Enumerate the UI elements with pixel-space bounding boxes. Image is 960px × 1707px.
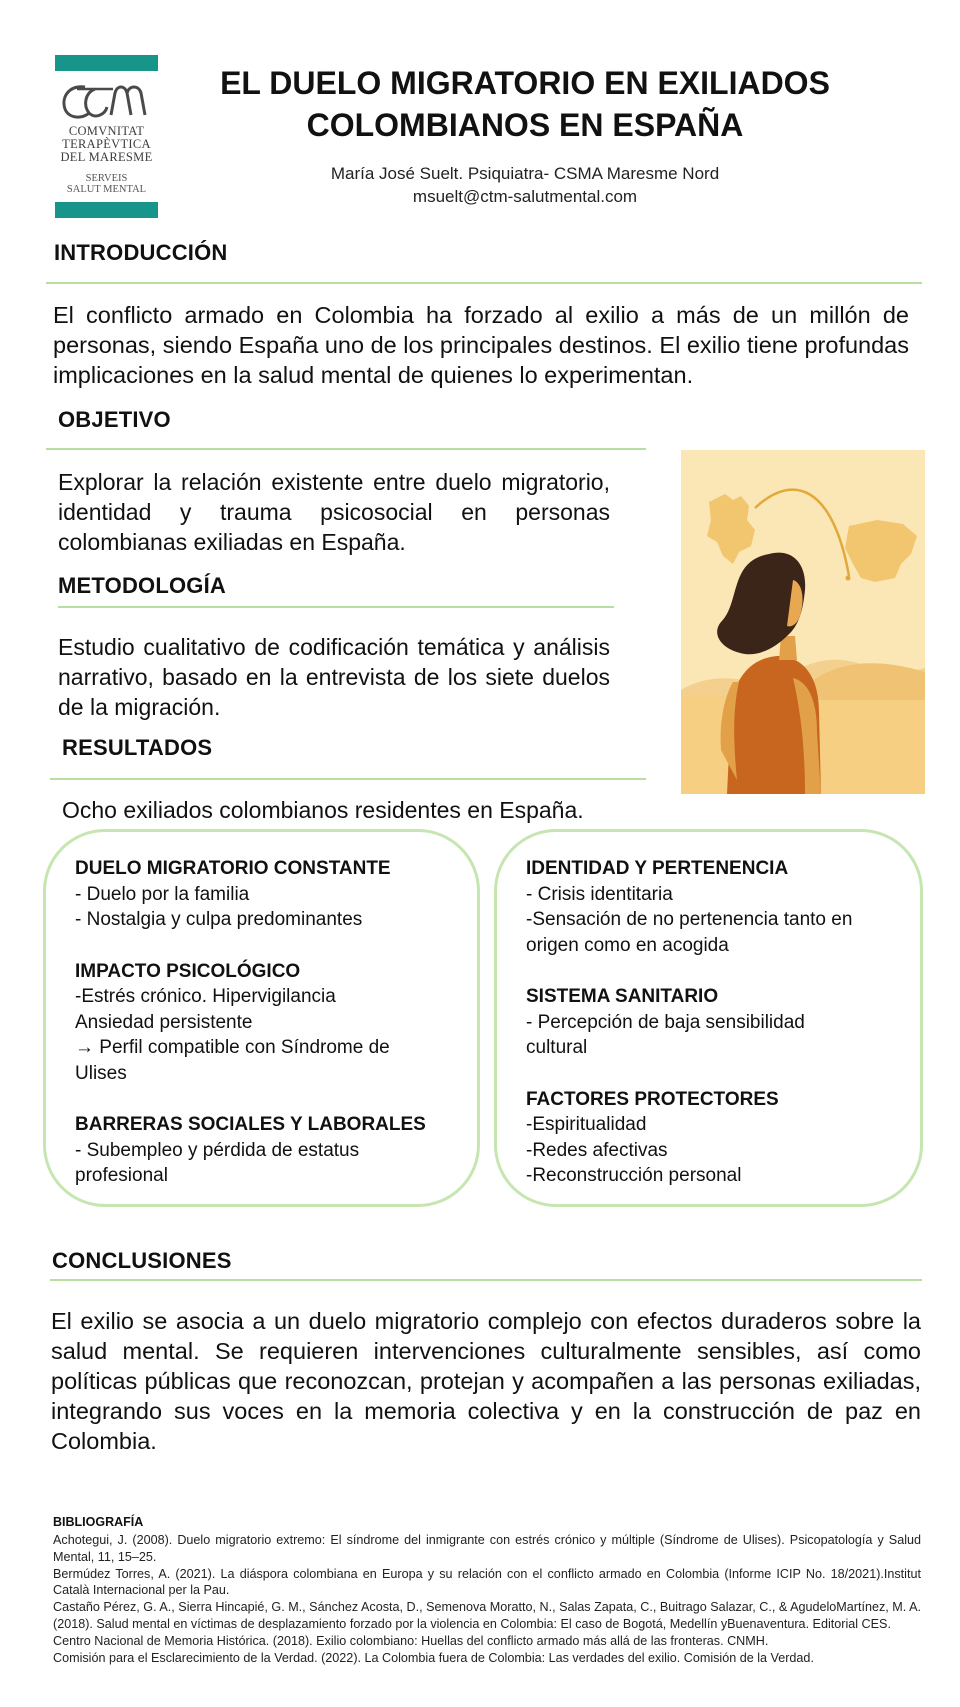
card-section-title: BARRERAS SOCIALES Y LABORALES	[75, 1114, 426, 1135]
heading-bibliografia: BIBLIOGRAFÍA	[53, 1515, 144, 1529]
bibliography-entry: Centro Nacional de Memoria Histórica. (2018). Exilio colombiano: Huellas del conflicto armado más allá de las fronteras. CNMH.	[53, 1633, 769, 1648]
card-item: - Percepción de baja sensibilidad cultural	[526, 1011, 805, 1058]
logo-subtitle	[55, 173, 158, 195]
card-item: - Nostalgia y culpa predominantes	[75, 909, 363, 930]
woman-looking-at-maps-illustration	[681, 450, 925, 794]
section-divider	[50, 1279, 922, 1281]
logo-sub-line: SALUT MENTAL	[66, 184, 147, 195]
card-section-title: FACTORES PROTECTORES	[526, 1088, 779, 1110]
results-card-left	[43, 829, 480, 1207]
bibliography-list	[53, 1532, 921, 1666]
heading-resultados: RESULTADOS	[62, 735, 213, 760]
logo-sub-line: SERVEIS	[85, 173, 128, 184]
section-divider	[46, 448, 646, 450]
author-email: msuelt@ctm-salutmental.com	[412, 187, 638, 206]
card-item: -Estrés crónico. Hipervigilancia	[75, 986, 336, 1007]
author-block	[190, 162, 860, 208]
ctm-monogram-icon	[55, 75, 158, 125]
logo-top-bar	[55, 55, 158, 71]
card-item: -Reconstrucción personal	[526, 1165, 742, 1186]
heading-objetivo: OBJETIVO	[58, 407, 171, 432]
logo-name	[55, 125, 158, 164]
heading-metodologia: METODOLOGÍA	[58, 573, 227, 598]
conclusiones-text: El exilio se asocia a un duelo migratorio complejo con efectos duraderos sobre la salud mental. Se requieren intervenciones culturalmente sensibles, así como políticas públicas que reconozcan, protejan y acompañen a las personas exiliadas, integrando sus voces en la memoria colectiva y en la construcción de paz en Colombia.	[51, 1308, 921, 1454]
logo-name-line: DEL MARESME	[60, 150, 153, 164]
institution-logo	[55, 55, 158, 218]
resultados-intro: Ocho exiliados colombianos residentes en España.	[62, 797, 584, 823]
bibliography-entry: Achotegui, J. (2008). Duelo migratorio extremo: El síndrome del inmigrante con estrés crónico y múltiple (Síndrome de Ulises). Psicopatología y Salud Mental, 11, 15–25.	[53, 1533, 921, 1564]
section-divider	[58, 606, 614, 608]
title-line-1: EL DUELO MIGRATORIO EN EXILIADOS	[220, 65, 830, 101]
heading-introduccion: INTRODUCCIÓN	[54, 240, 228, 265]
card-item: Ansiedad persistente	[75, 1011, 253, 1033]
metodologia-text: Estudio cualitativo de codificación temática y análisis narrativo, basado en la entrevista de los siete duelos de la migración.	[58, 634, 610, 720]
logo-name-line: TERAPÈVTICA	[62, 137, 151, 151]
card-section-title: DUELO MIGRATORIO CONSTANTE	[75, 858, 391, 879]
card-item: - Subempleo y pérdida de estatus profesional	[75, 1139, 360, 1186]
card-item: -Sensación de no pertenencia tanto en origen como en acogida	[526, 909, 853, 956]
card-item: -Espiritualidad	[526, 1114, 647, 1135]
heading-conclusiones: CONCLUSIONES	[52, 1248, 232, 1273]
logo-name-line: COMVNITAT	[68, 124, 145, 138]
section-divider	[46, 282, 922, 284]
bibliography-entry: Comisión para el Esclarecimiento de la Verdad. (2022). La Colombia fuera de Colombia: Las verdades del exilio. Comisión de la Verdad.	[53, 1650, 814, 1665]
logo-bottom-bar	[55, 202, 158, 218]
card-section-title: SISTEMA SANITARIO	[526, 986, 719, 1007]
card-item: -Redes afectivas	[526, 1139, 668, 1161]
results-card-right	[494, 829, 923, 1207]
author-name: María José Suelt. Psiquiatra- CSMA Maresme Nord	[330, 164, 720, 183]
objetivo-text: Explorar la relación existente entre duelo migratorio, identidad y trauma psicosocial en personas colombianas exiliadas en España.	[58, 469, 610, 555]
introduccion-text: El conflicto armado en Colombia ha forzado al exilio a más de un millón de personas, siendo España uno de los principales destinos. El exilio tiene profundas implicaciones en la salud mental de quienes lo experimentan.	[53, 302, 909, 388]
card-item: - Duelo por la familia	[75, 883, 250, 905]
poster-title	[190, 62, 860, 146]
card-section-title: IMPACTO PSICOLÓGICO	[75, 960, 301, 982]
bibliography-entry: Castaño Pérez, G. A., Sierra Hincapié, G. M., Sánchez Acosta, D., Semenova Moratto, N., Salas Zapata, C., Buitrago Salazar, C., & AgudeloMartínez, M. A. (2018). Salud mental en víctimas de desplazamiento forzado por la violencia en Colombia: El caso de Bogotá, Medellín yBuenaventura. Editorial CES.	[53, 1600, 921, 1631]
card-section-title: IDENTIDAD Y PERTENENCIA	[526, 858, 789, 879]
card-item: - Crisis identitaria	[526, 883, 673, 905]
bibliography-entry: Bermúdez Torres, A. (2021). La diáspora colombiana en Europa y su relación con el conflicto armado en Colombia (Informe ICIP No. 18/2021).Institut Català Internacional per la Pau.	[53, 1566, 921, 1598]
card-item: → Perfil compatible con Síndrome de Ulises	[75, 1037, 390, 1084]
title-line-2: COLOMBIANOS EN ESPAÑA	[306, 107, 744, 143]
section-divider	[50, 778, 646, 780]
